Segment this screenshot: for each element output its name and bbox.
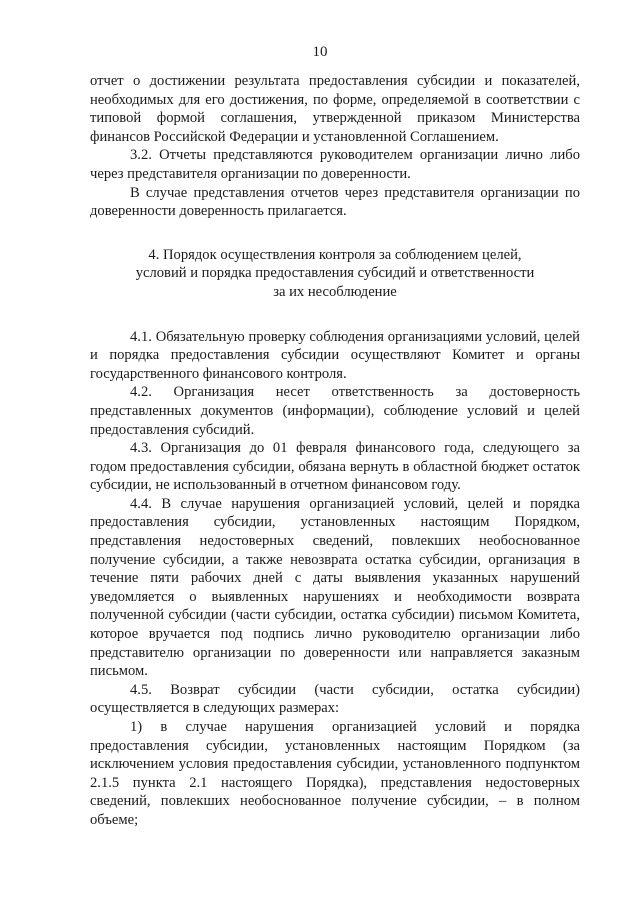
paragraph-4-5-item-1: 1) в случае нарушения организацией условий и порядка предоставления субсидии, установленных настоящим Порядком (за исключением условия предоставления субсидии, установленного подпунктом 2.1.5 пункта 2.1 настоящего Порядка), представления недостоверных сведений, повлекших необоснованное получение субсидии, – в полном объеме; xyxy=(90,719,580,828)
paragraph-3-2: 3.2. Отчеты представляются руководителем организации лично либо через представителя организации по доверенности. xyxy=(90,147,580,182)
paragraph-4-4: 4.4. В случае нарушения организацией условий, целей и порядка предоставления субсидии, установленных настоящим Порядком, представления недостоверных сведений, повлекших необоснованное получение субсидии, а также невозврата остатка субсидии, организация в течение пяти рабочих дней с даты выявления указанных нарушений уведомляется о выявленных нарушениях и необходимости возврата полученной субсидии (части субсидии, остатка субсидии) письмом Комитета, которое вручается под подпись лично руководителю организации либо представителю организации по доверенности или направляется заказным письмом. xyxy=(90,495,580,680)
paragraph-4-5: 4.5. Возврат субсидии (части субсидии, остатка субсидии) осуществляется в следующих размерах: xyxy=(90,681,580,717)
paragraph-4-3: 4.3. Организация до 01 февраля финансового года, следующего за годом предоставления субсидии, обязана вернуть в областной бюджет остаток субсидии, не использованный в отчетном финансовом году. xyxy=(90,440,580,494)
paragraph-4-1: 4.1. Обязательную проверку соблюдения организациями условий, целей и порядка предоставления субсидии осуществляют Комитет и органы государственного финансового контроля. xyxy=(90,328,580,382)
paragraph-4-2: 4.2. Организация несет ответственность за достоверность представленных документов (информации), соблюдение условий и целей предоставления субсидий. xyxy=(90,384,580,438)
section-heading-4 xyxy=(90,246,580,302)
section-heading-line: условий и порядка предоставления субсидий и ответственности xyxy=(135,265,535,282)
paragraph-power-of-attorney: В случае представления отчетов через представителя организации по доверенности доверенность прилагается. xyxy=(90,184,580,220)
page-number: 10 xyxy=(312,44,328,60)
paragraph-report-continuation: отчет о достижении результата предоставления субсидии и показателей, необходимых для его достижения, по форме, определяемой в соответствии с типовой формой соглашения, утвержденной приказом Министерства финансов Российской Федерации и установленной Соглашением. xyxy=(90,73,580,145)
section-heading-line: 4. Порядок осуществления контроля за соблюдением целей, xyxy=(148,246,522,263)
document-body xyxy=(90,72,580,830)
section-heading-line: за их несоблюдение xyxy=(273,283,397,300)
